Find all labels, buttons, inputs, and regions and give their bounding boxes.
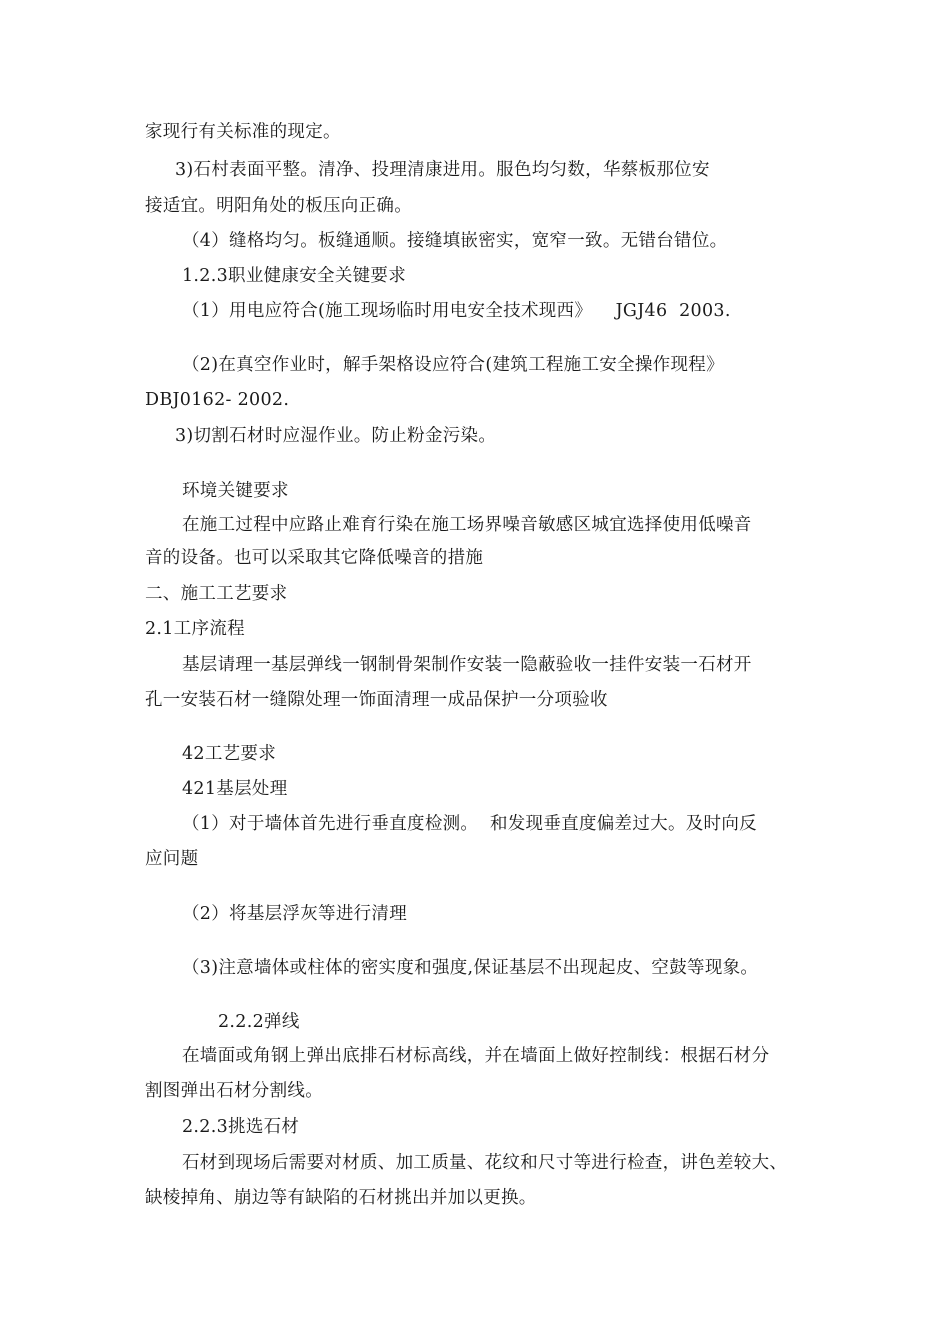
section-heading: 2.2.2弹线 [218, 1012, 300, 1032]
section-heading: 421基层处理 [182, 779, 288, 799]
text-line: （1）对于墙体首先进行垂直度检测。 和发现垂直度偏差过大。及时向反 [182, 814, 757, 834]
text-line: 接适宜。明阳角处的板压向正确。 [145, 196, 412, 216]
text-line: 在墙面或角钢上弹出底排石材标高线，并在墙面上做好控制线：根据石材分 [182, 1046, 770, 1066]
text-line: 割图弹出石材分割线。 [145, 1081, 323, 1101]
text-line: 在施工过程中应路止难育行染在施工场界噪音敏感区城宜选择使用低噪音 [182, 515, 752, 535]
text-line: （3)注意墙体或柱体的密实度和强度,保证基层不出现起皮、空鼓等现象。 [182, 958, 759, 978]
text-line: 基层请理一基层弹线一钢制骨架制作安装一隐蔽验收一挂件安装一石材开 [182, 655, 752, 675]
text-line: （2)在真空作业时，解手架格设应符合(建筑工程施工安全操作现程》 [182, 355, 724, 375]
section-heading: 42工艺要求 [182, 744, 277, 764]
text-line: 孔一安装石材一缝隙处理一饰面清理一成品保护一分项验收 [145, 690, 608, 710]
text-line: 应问题 [145, 849, 199, 869]
section-heading: 2.1工序流程 [145, 619, 245, 639]
chapter-heading: 二、施工工艺要求 [145, 584, 288, 604]
text-line: 缺棱掉角、崩边等有缺陷的石材挑出并加以更换。 [145, 1188, 537, 1208]
section-heading: 2.2.3挑选石材 [182, 1117, 300, 1137]
text-line: DBJ0162- 2002. [145, 390, 290, 410]
section-heading: 1.2.3职业健康安全关键要求 [182, 266, 407, 286]
text-line: 3)石村表面平整。清净、投理清康进用。服色均匀数，华蔡板那位安 [175, 160, 710, 180]
text-line: （4）缝格均匀。板缝通顺。接缝填嵌密实，宽窄一致。无错台错位。 [182, 231, 728, 251]
text-line: 3)切割石材时应湿作业。防止粉金污染。 [175, 426, 497, 446]
text-line: （1）用电应符合(施工现场临时用电安全技术现西》 JGJ46 2003. [182, 301, 731, 321]
text-line: （2）将基层浮灰等进行清理 [182, 904, 408, 924]
text-line: 家现行有关标准的现定。 [145, 122, 341, 142]
text-line: 音的设备。也可以采取其它降低噪音的措施 [145, 548, 484, 568]
section-heading: 环境关键要求 [182, 481, 289, 501]
text-line: 石材到现场后需要对材质、加工质量、花纹和尺寸等进行检查，讲色差较大、 [182, 1153, 788, 1173]
